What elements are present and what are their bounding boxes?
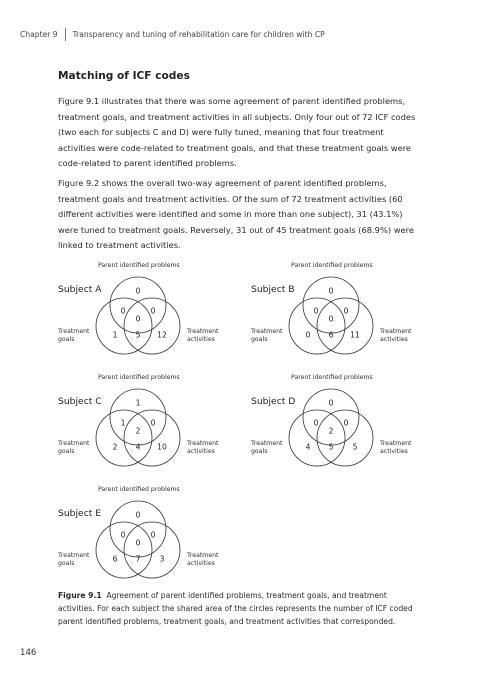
value-parent-only: 0 bbox=[135, 510, 141, 520]
value-activities-only: 12 bbox=[157, 330, 167, 340]
value-activities-only: 5 bbox=[352, 442, 358, 452]
value-parent-goals: 0 bbox=[313, 418, 319, 428]
label-treatment-goals: Treatment goals bbox=[58, 328, 90, 343]
value-parent-activities: 0 bbox=[150, 306, 156, 316]
label-treatment-activities: Treatment activities bbox=[187, 328, 219, 343]
value-parent-only: 0 bbox=[328, 398, 334, 408]
value-parent-only: 1 bbox=[135, 398, 141, 408]
venn-subject-b bbox=[251, 262, 411, 372]
paragraph-1: Figure 9.1 illustrates that there was some agreement of parent identified problems, treatment goals, and treatment activities in all subjects. Only four out of 72 ICF codes (two each for subjects C and D) were fully tuned, meaning that four treatment activities were code-related to treatment goals, and that these treatment goals were code-related to parent identified problems. bbox=[58, 96, 416, 168]
label-treatment-activities: Treatment activities bbox=[187, 440, 219, 455]
label-parent-problems: Parent identified problems bbox=[98, 374, 180, 381]
value-goals-only: 0 bbox=[305, 330, 311, 340]
value-goals-activities: 5 bbox=[135, 330, 141, 340]
value-parent-activities: 0 bbox=[343, 306, 349, 316]
chapter-title: Transparency and tuning of rehabilitation care for children with CP bbox=[72, 30, 325, 39]
value-center: 0 bbox=[135, 314, 141, 324]
value-parent-activities: 0 bbox=[150, 530, 156, 540]
value-center: 2 bbox=[328, 426, 334, 436]
value-goals-only: 6 bbox=[112, 554, 118, 564]
subject-name: Subject D bbox=[251, 396, 296, 407]
value-goals-only: 4 bbox=[305, 442, 311, 452]
circle-parent-problems bbox=[110, 501, 166, 557]
value-goals-activities: 6 bbox=[328, 330, 334, 340]
subject-name: Subject A bbox=[58, 284, 102, 295]
header-divider bbox=[65, 28, 66, 41]
label-parent-problems: Parent identified problems bbox=[291, 374, 373, 381]
value-parent-goals: 0 bbox=[120, 530, 126, 540]
value-parent-only: 0 bbox=[135, 286, 141, 296]
value-parent-goals: 0 bbox=[120, 306, 126, 316]
caption-label: Figure 9.1 bbox=[58, 591, 102, 600]
value-activities-only: 10 bbox=[157, 442, 167, 452]
circle-parent-problems bbox=[110, 277, 166, 333]
venn-subject-a bbox=[58, 262, 218, 372]
caption-text: Agreement of parent identified problems, treatment goals, and treatment activities. For each subject the shared area of the circles represents the number of ICF coded parent identified problems, treatment goals, and treatment activities that corresponded. bbox=[58, 591, 413, 626]
value-goals-activities: 5 bbox=[328, 442, 334, 452]
value-parent-activities: 0 bbox=[150, 418, 156, 428]
label-treatment-activities: Treatment activities bbox=[380, 328, 412, 343]
paragraph-2: Figure 9.2 shows the overall two-way agreement of parent identified problems, treatment goals and treatment activities. Of the sum of 72 treatment activities (60 different activities were identified and some in more than one subject), 31 (43.1%) were tuned to treatment goals. Reversely, 31 out of 45 treatment goals (68.9%) were linked to treatment activities. bbox=[58, 178, 414, 250]
value-parent-goals: 0 bbox=[313, 306, 319, 316]
value-center: 0 bbox=[328, 314, 334, 324]
value-activities-only: 3 bbox=[159, 554, 165, 564]
value-goals-activities: 4 bbox=[135, 442, 141, 452]
venn-subject-e bbox=[58, 486, 218, 596]
value-parent-only: 0 bbox=[328, 286, 334, 296]
value-center: 2 bbox=[135, 426, 141, 436]
venn-subject-d bbox=[251, 374, 411, 484]
value-parent-goals: 1 bbox=[120, 418, 126, 428]
label-treatment-goals: Treatment goals bbox=[251, 440, 283, 455]
label-treatment-goals: Treatment goals bbox=[58, 440, 90, 455]
subject-name: Subject B bbox=[251, 284, 295, 295]
figure-caption bbox=[58, 589, 418, 628]
value-goals-only: 2 bbox=[112, 442, 118, 452]
circle-parent-problems bbox=[303, 389, 359, 445]
value-goals-only: 1 bbox=[112, 330, 118, 340]
label-treatment-goals: Treatment goals bbox=[58, 552, 90, 567]
value-parent-activities: 0 bbox=[343, 418, 349, 428]
value-center: 0 bbox=[135, 538, 141, 548]
label-treatment-activities: Treatment activities bbox=[380, 440, 412, 455]
circle-parent-problems bbox=[110, 389, 166, 445]
running-head bbox=[20, 28, 325, 41]
label-treatment-activities: Treatment activities bbox=[187, 552, 219, 567]
value-activities-only: 11 bbox=[350, 330, 360, 340]
circle-parent-problems bbox=[303, 277, 359, 333]
label-treatment-goals: Treatment goals bbox=[251, 328, 283, 343]
label-parent-problems: Parent identified problems bbox=[291, 262, 373, 269]
chapter-label: Chapter 9 bbox=[20, 30, 58, 39]
subject-name: Subject E bbox=[58, 508, 102, 519]
subject-name: Subject C bbox=[58, 396, 102, 407]
page-number: 146 bbox=[20, 648, 37, 658]
section-title: Matching of ICF codes bbox=[58, 70, 190, 82]
label-parent-problems: Parent identified problems bbox=[98, 486, 180, 493]
label-parent-problems: Parent identified problems bbox=[98, 262, 180, 269]
venn-subject-c bbox=[58, 374, 218, 484]
value-goals-activities: 7 bbox=[135, 554, 141, 564]
